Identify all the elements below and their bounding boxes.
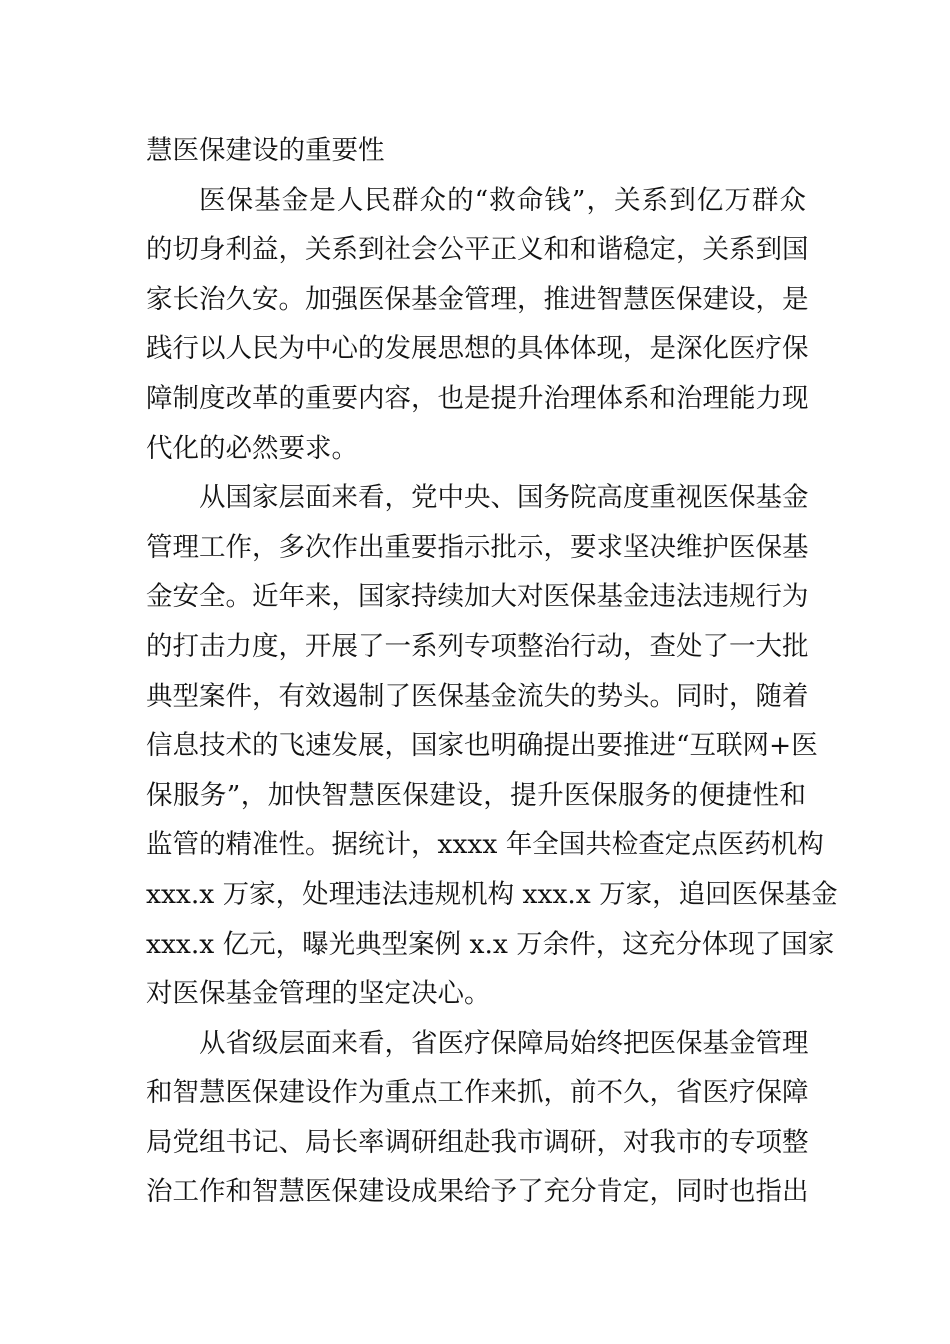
paragraph-2-line: xxx.x 万家，处理违法违规机构 xxx.x 万家，追回医保基金 bbox=[146, 878, 838, 910]
paragraph-3-line: 局党组书记、局长率调研组赴我市调研，对我市的专项整 bbox=[146, 1126, 809, 1158]
paragraph-2-line: 监管的精准性。据统计，xxxx 年全国共检查定点医药机构 bbox=[146, 829, 824, 861]
paragraph-2-line: 从国家层面来看，党中央、国务院高度重视医保基金 bbox=[199, 482, 809, 514]
paragraph-2-last-line: 对医保基金管理的坚定决心。 bbox=[146, 978, 491, 1010]
paragraph-2-line: 典型案件，有效遏制了医保基金流失的势头。同时，随着 bbox=[146, 680, 809, 712]
paragraph-3-line: 和智慧医保建设作为重点工作来抓，前不久，省医疗保障 bbox=[146, 1077, 809, 1109]
paragraph-3-line: 从省级层面来看，省医疗保障局始终把医保基金管理 bbox=[199, 1027, 809, 1059]
paragraph-2-line: xxx.x 亿元，曝光典型案例 x.x 万余件，这充分体现了国家 bbox=[146, 928, 835, 960]
paragraph-2-line: 金安全。近年来，国家持续加大对医保基金违法违规行为 bbox=[146, 581, 809, 613]
paragraph-1-line: 障制度改革的重要内容，也是提升治理体系和治理能力现 bbox=[146, 382, 809, 414]
paragraph-2-line: 保服务”，加快智慧医保建设，提升医保服务的便捷性和 bbox=[146, 779, 806, 811]
paragraph-3-line: 治工作和智慧医保建设成果给予了充分肯定，同时也指出 bbox=[146, 1176, 809, 1208]
paragraph-1-last-line: 代化的必然要求。 bbox=[146, 432, 358, 464]
paragraph-1-line: 医保基金是人民群众的“救命钱”，关系到亿万群众 bbox=[199, 184, 806, 216]
document-body bbox=[146, 126, 838, 1217]
paragraph-2-line: 管理工作，多次作出重要指示批示，要求坚决维护医保基 bbox=[146, 531, 809, 563]
paragraph-1-line: 的切身利益，关系到社会公平正义和和谐稳定，关系到国 bbox=[146, 234, 809, 266]
paragraph-2-line: 的打击力度，开展了一系列专项整治行动，查处了一大批 bbox=[146, 630, 809, 662]
paragraph-2-line: 信息技术的飞速发展，国家也明确提出要推进“互联网+医 bbox=[146, 730, 818, 762]
text-line-heading-continuation: 慧医保建设的重要性 bbox=[146, 135, 385, 166]
paragraph-1-line: 家长治久安。加强医保基金管理，推进智慧医保建设，是 bbox=[146, 283, 809, 315]
paragraph-1-line: 践行以人民为中心的发展思想的具体体现，是深化医疗保 bbox=[146, 333, 809, 365]
